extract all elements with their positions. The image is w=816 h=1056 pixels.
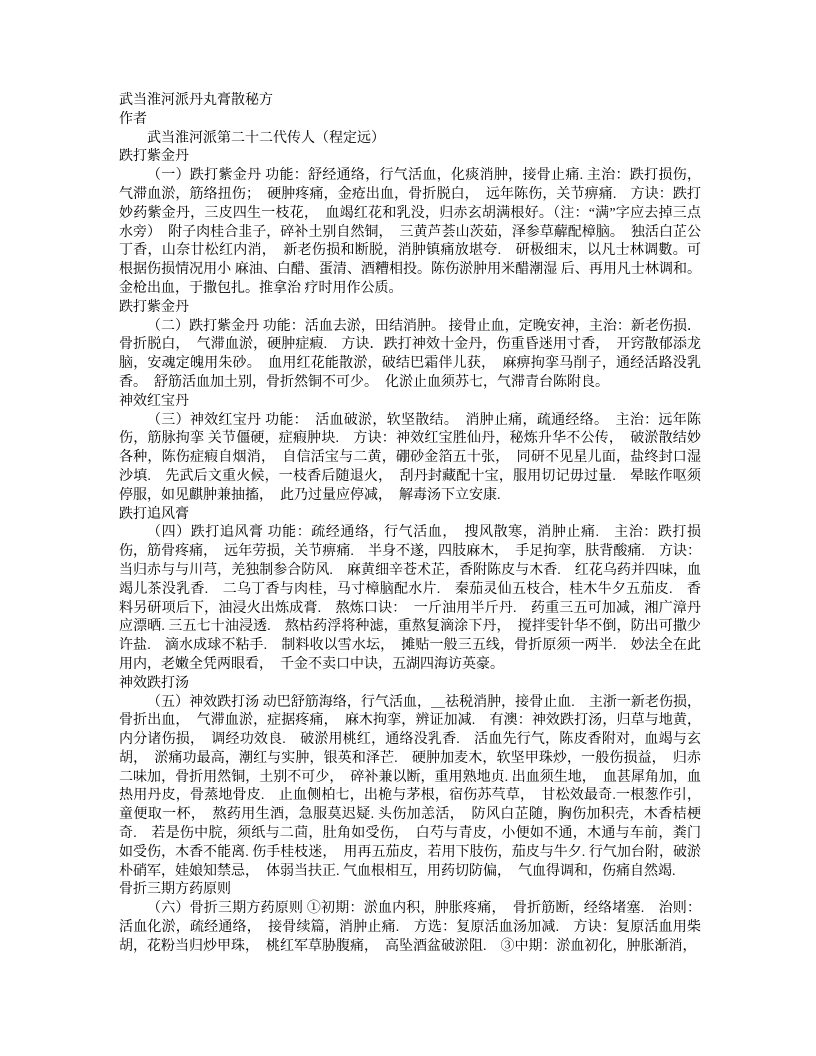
author-label: 作者 bbox=[119, 111, 147, 127]
section-heading-4: 跌打追风膏 bbox=[119, 506, 189, 522]
section-heading-3: 神效红宝丹 bbox=[119, 393, 189, 409]
section-heading-2: 跌打紫金丹 bbox=[119, 299, 189, 315]
document-content bbox=[119, 92, 701, 957]
section-body-6: （六）骨折三期方药原则 ①初期：淤血内积，肿胀疼痛， 骨折筋断，经络堵塞. 治则：活血化淤，疏经通络， 接骨续篇，消肿止痛. 方选：复原活血汤加减. 方诀：复原活血用柴胡，花粉当归炒甲珠， 桃红军草胁腹痛， 高坠酒盆破淤阻. ③中期：淤血初化，肿胀渐消， bbox=[119, 901, 701, 954]
section-body-2: （二）跌打紫金丹 功能：活血去淤，田结消肿。 接骨止血，定晚安神，主治：新老伤损．骨折脱白， 气滞血淤，硬肿症瘕. 方诀．跌打神效十金丹，伤重昏迷用寸香， 开窍散郁添龙脑，安魂定魄用朱砂。 血用红花能散淤，破结巴霜伴儿获， 麻痹拘挛马削子，通经活路没乳香。 舒筋活血加土别，骨折然铜不可少。 化淤止血须苏七，气滞青台陈附良。 bbox=[119, 318, 701, 390]
section-heading-1: 跌打紫金丹 bbox=[119, 149, 189, 165]
author-line: 武当淮河派第二十二代传人（程定远） bbox=[147, 130, 385, 146]
section-body-4: （四）跌打追风膏 功能：疏经通络，行气活血， 搜风散寒，消肿止痛. 主治：跌打损伤，筋骨疼痛， 远年劳损，关节痹痛. 半身不遂，四肢麻木， 手足拘挛，肤背酸痛. 方诀：当归赤与与川芎，羌独制参合防风. 麻黄细辛苍术芷，香附陈皮与木香. 红花乌药并四味，血竭儿茶没乳香. 二乌丁香与肉桂，马寸樟脑配水片. 秦茄灵仙五枝合，桂木牛夕五茄皮. 香料另研项后下，油浸火出炼成膏. 熬炼口诀： 一斤油用半斤丹. 药重三五可加减，湘广漳丹应漂晒. 三五七十油浸透. 熬枯药浮将种滤，重熬复滴涂下丹， 搅拌雯针华不倒，防出可撒少许盐. 滴水成球不粘手. 制料收以雪水坛， 摊贴一般三五线，骨折原须一两半. 妙法全在此用内，老嫩全凭两眼看， 千金不卖口中诀，五湖四海访英豪。 bbox=[119, 525, 701, 672]
section-body-5: （五）神效跌打汤 动巴舒筋海络，行气活血，＿祛税消肿，接骨止血. 主浙一新老伤损，骨折出血， 气滞血淤，症据疼痛， 麻木拘挛，辨证加减. 有澳：神效跌打汤，归草与地黄，内分诸伤损， 调经功效良. 破淤用桃红，通络没乳香. 活血先行气，陈皮香附对，血竭与玄胡， 淤痛功最高，潮红与实肿，银英和泽芒. 硬肿加麦木，软坚甲珠炒，一般伤损益， 归赤二味加，骨折用然铜，土别不可少， 碎补兼以断，重用熟地贞. 出血须生地， 血甚犀角加，血热用丹皮，骨蒸地骨皮. 止血侧柏七，出桅与茅根，宿伤苏芞草， 甘松效最奇.一根葱作引，童便取一杯， 熬药用生酒，急服莫迟疑. 头伤加恙活， 防风白芷随，胸伤加积壳，木香桔梗奇. 若是伤中脘，须纸与二茴，肚角如受伤， 白芍与青皮，小便如不通，木通与车前，粪门如受伤，木香不能离. 伤手桂枝迷， 用再五茄皮，若用下肢伤，茄皮与牛夕. 行气加台附，破淤朴硝军，娃娘知禁忌， 体弱当扶正. 气血根相互，用药切防偏， 气血得调和，伤痛自然竭. bbox=[119, 694, 701, 879]
document-title: 武当淮河派丹丸膏散秘方 bbox=[119, 93, 273, 108]
section-body-1: （一）跌打紫金丹 功能：舒经通络，行气活血，化痰消肿，接骨止痛. 主治：跌打损伤，气滞血淤，筋络扭伤； 硬肿疼痛，金疮出血，骨折脱白， 远年陈伤，关节痹痛. 方诀：跌打妙药紫金丹，三皮四生一枝花， 血竭红花和乳没，归赤玄胡满根好。（注：“满”字应去掉三点水旁） 附子肉桂合韭子，碎补土别自然铜， 三黄芦荟山茨茹，泽参草薢配樟脑。 独活白芷公丁香，山奈廿松红内消， 新老伤损和断脱，消肿镇痛放堪夸. 研极细末，以凡士林调數。可根据伤损情况用小 麻油、白醋、蛋清、酒糟相投。陈伤淤肿用米醋潮湿 后、再用凡士林调和。金枪出血，于撒包扎。推拿治 疗时用作公质。 bbox=[119, 168, 701, 296]
section-heading-5: 神效跌打汤 bbox=[119, 675, 189, 691]
section-body-3: （三）神效红宝丹 功能： 活血破淤，软坚散结。 消肿止痛，疏通经络。 主治：远年陈伤，筋脉拘挛 关节僵硬，症瘕肿块. 方诀：神效红宝胜仙丹，秘炼升华不公传， 破淤散结妙各种，陈伤症瘕自烟消， 自信活宝与二黄，硼砂金箔五十张， 同研不见星儿面，盐终封口湿沙填. 先武后文重火候，一枝香后随退火， 刮丹封藏配十宝，服用切记毋过量. 晕眩作呕须停服，如见麒肿兼抽搐， 此乃过量应停减， 解毒汤下立安康. bbox=[119, 412, 701, 503]
section-heading-6: 骨折三期方药原则 bbox=[119, 882, 231, 898]
